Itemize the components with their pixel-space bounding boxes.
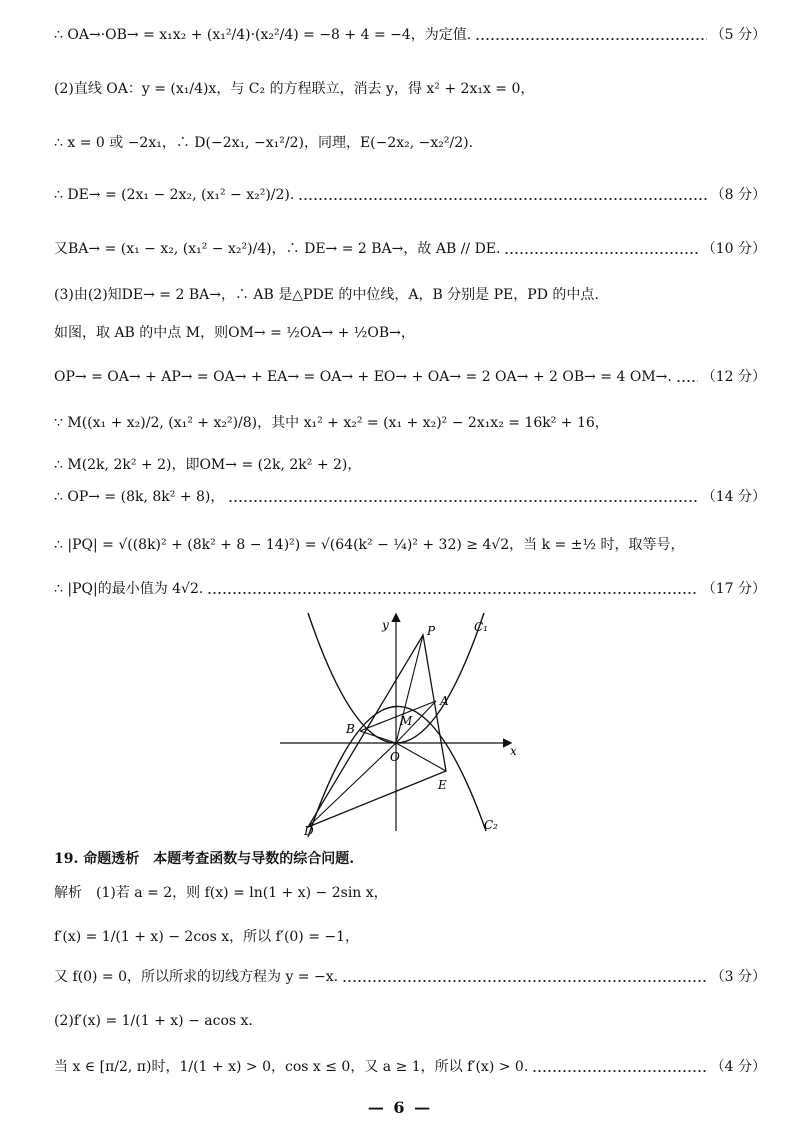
- solution-line: 又BA→ = (x₁ − x₂, (x₁² − x₂²)/4)，∴ DE→ = 2 BA→，故 AB // DE. （10 分）: [54, 238, 766, 260]
- solution-line: ∴ M(2k, 2k² + 2)，即OM→ = (2k, 2k² + 2)，: [54, 457, 362, 473]
- label-x: x: [510, 744, 517, 758]
- solution-line: ∴ |PQ| = √((8k)² + (8k² + 8 − 14)²) = √(64(k² − ¼)² + 32) ≥ 4√2，当 k = ±½ 时，取等号，: [54, 537, 685, 553]
- solution-line: (2)直线 OA：y = (x₁/4)x，与 C₂ 的方程联立，消去 y，得 x² + 2x₁x = 0，: [54, 81, 535, 97]
- score-label: （17 分）: [701, 581, 766, 597]
- solution-line: f′(x) = 1/(1 + x) − 2cos x，所以 f′(0) = −1，: [54, 929, 360, 945]
- solution-line: ∴ x = 0 或 −2x₁，∴ D(−2x₁, −x₁²/2)，同理，E(−2x₂, −x₂²/2).: [54, 135, 474, 151]
- label-m: M: [400, 714, 413, 728]
- label-d: D: [304, 824, 314, 837]
- score-label: （10 分）: [701, 241, 766, 257]
- solution-line: ∴ OP→ = (8k, 8k² + 8)， （14 分）: [54, 486, 766, 508]
- label-o: O: [390, 750, 400, 764]
- score-label: （3 分）: [710, 969, 766, 985]
- solution-line: ∴ OA→·OB→ = x₁x₂ + (x₁²/4)·(x₂²/4) = −8 + 4 = −4，为定值. （5 分）: [54, 24, 766, 46]
- segment-ob: [360, 731, 396, 743]
- solution-line: OP→ = OA→ + AP→ = OA→ + EA→ = OA→ + EO→ + OA→ = 2 OA→ + 2 OB→ = 4 OM→. （12 分）: [54, 366, 766, 388]
- label-c2: C₂: [484, 818, 498, 832]
- parabola-c2: [308, 706, 486, 837]
- score-label: （14 分）: [701, 489, 766, 505]
- segment-od: [308, 743, 396, 827]
- triangle-pde: [308, 635, 446, 827]
- label-a: A: [440, 694, 449, 708]
- solution-line: ∴ DE→ = (2x₁ − 2x₂, (x₁² − x₂²)/2). （8 分）: [54, 184, 766, 206]
- solution-line: 当 x ∈ [π/2, π)时，1/(1 + x) > 0，cos x ≤ 0，又 a ≥ 1，所以 f′(x) > 0. （4 分）: [54, 1056, 766, 1078]
- solution-line: 解析 (1)若 a = 2，则 f(x) = ln(1 + x) − 2sin x，: [54, 885, 388, 901]
- score-label: （4 分）: [710, 1059, 766, 1075]
- score-label: （12 分）: [701, 369, 766, 385]
- page-number: — 6 —: [367, 1098, 433, 1117]
- solution-line: ∵ M((x₁ + x₂)/2, (x₁² + x₂²)/8)，其中 x₁² + x₂² = (x₁ + x₂)² − 2x₁x₂ = 16k² + 16，: [54, 415, 609, 431]
- solution-line: 又 f(0) = 0，所以所求的切线方程为 y = −x. （3 分）: [54, 966, 766, 988]
- problem-heading: 19. 命题透析 本题考查函数与导数的综合问题.: [54, 851, 355, 867]
- solution-line: (3)由(2)知DE→ = 2 BA→，∴ AB 是△PDE 的中位线，A，B 分别是 PE，PD 的中点.: [54, 287, 599, 303]
- label-c1: C₁: [474, 620, 488, 634]
- solution-line: ∴ |PQ|的最小值为 4√2. （17 分）: [54, 578, 766, 600]
- solution-line: (2)f′(x) = 1/(1 + x) − acos x.: [54, 1013, 253, 1029]
- score-label: （5 分）: [710, 27, 766, 43]
- label-b: B: [346, 722, 355, 736]
- segment-ab: [360, 701, 436, 731]
- label-e: E: [438, 778, 447, 792]
- segment-oe: [396, 743, 446, 771]
- label-p: P: [427, 624, 436, 638]
- label-y: y: [382, 618, 389, 632]
- geometry-figure: [278, 605, 524, 837]
- score-label: （8 分）: [710, 187, 766, 203]
- solution-line: 如图，取 AB 的中点 M，则OM→ = ½OA→ + ½OB→，: [54, 325, 415, 341]
